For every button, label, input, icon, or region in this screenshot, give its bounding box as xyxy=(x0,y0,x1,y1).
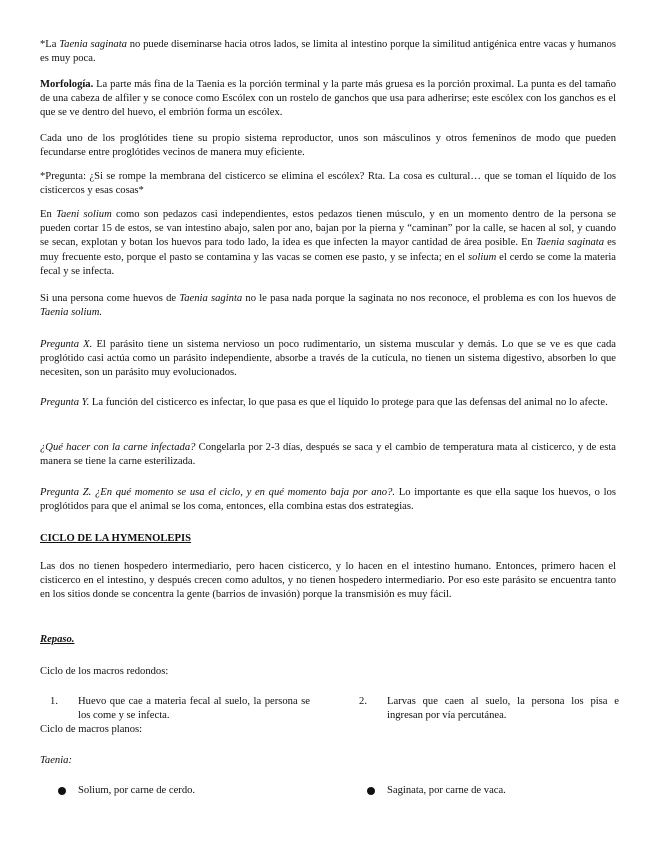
species-name: Taenia saginta xyxy=(179,293,243,304)
species-name: Taenia saginata xyxy=(535,237,605,249)
ciclo-redondos-label: Ciclo de los macros redondos: xyxy=(40,666,169,677)
pregunta-x-label: Pregunta X. xyxy=(40,339,93,350)
paragraph-pregunta-x xyxy=(40,338,616,381)
text: *La xyxy=(40,39,60,50)
bullet-icon xyxy=(367,787,375,795)
paragraph-huevos xyxy=(40,292,616,320)
text: Lo importante es que ella saque los huevos, o los proglótidos para que el animal se los coma, entonces, ella combina estas dos estrategias. xyxy=(40,487,616,513)
paragraph-morfologia xyxy=(40,78,616,121)
text: el cerdo se come la materia fecal y se infecta. xyxy=(40,251,616,277)
text: como son pedazos casi independientes, estos pedazos tienen músculo, y en un momento dentro de la persona se pueden cortar 15 de estos, se van intestino abajo, salen por ano, bajan por la pierna y “caminan” por la calle, se hacen al sol, y cuando se secan, explotan y botan los huevos para todo lado, la idea es que infecten la mayor cantidad de área posible. En xyxy=(40,209,617,249)
ciclo-planos-label: Ciclo de macros planos: xyxy=(40,724,143,735)
carne-infectada-question: ¿Qué hacer con la carne infectada? xyxy=(40,442,196,453)
paragraph-proglotides: Cada uno de los proglótides tiene su propio sistema reproductor, unos son másculinos y otros femeninos de modo que pueden fecundarse entre proglótides vecinos de manera muy eficiente. xyxy=(40,133,616,159)
taenia-label: Taenia: xyxy=(40,755,72,766)
list-number: 2. xyxy=(359,696,367,707)
pregunta-y-label: Pregunta Y. xyxy=(40,397,90,408)
bullet-icon xyxy=(58,787,66,795)
section-heading-hymenolepis: CICLO DE LA HYMENOLEPIS xyxy=(40,533,191,544)
paragraph-pregunta-z xyxy=(40,486,616,514)
text: Si una persona come huevos de xyxy=(40,293,180,304)
paragraph-hymenolepis: Las dos no tienen hospedero intermediario, pero hacen cisticerco, y lo hacen en el intestino humano. Entonces, primero hacen el cisticerco en el intestino, y después crecen como adultos, y no tienen hospedero intermediario. Por eso este parásito se encuentra tanto en los sitios donde se concentra la gente (barrios de invasión) porque la transmisión es muy fácil. xyxy=(40,561,616,601)
text: es muy frecuente esto, porque el pasto se contamina y las vacas se comen ese pasto, y se infecta; en el xyxy=(40,237,616,263)
text: El parásito tiene un sistema nervioso un poco rudimentario, un sistema muscular y demás. Lo que se ve es que cada proglótido casi actúa como un parásito independiente, absorbe a través de la cutícula, no tienen un sistema digestivo, absorben lo que necesiten, son un parásito muy evolucionados. xyxy=(40,339,616,379)
species-name: Taeni solium xyxy=(56,209,112,220)
list-item-text: Saginata, por carne de vaca. xyxy=(387,785,506,796)
paragraph-taenia-solium xyxy=(40,208,616,279)
list-item-text: Huevo que cae a materia fecal al suelo, la persona se los come y se infecta. xyxy=(78,696,310,722)
species-name: Taenia solium. xyxy=(40,307,103,319)
species-name: solium xyxy=(468,251,497,263)
list-number: 1. xyxy=(50,696,58,707)
text: Congelarla por 2-3 días, después se saca y el cambio de temperatura mata al cisticerco, y de esta manera se tiene la carne esterilizada. xyxy=(40,442,617,468)
text: no le pasa nada porque la saginata no nos reconoce, el problema es con los huevos de xyxy=(242,293,617,304)
paragraph-pregunta-y xyxy=(40,396,616,410)
species-name: Taenia saginata xyxy=(59,39,127,50)
list-item-text: Solium, por carne de cerdo. xyxy=(78,785,196,796)
paragraph-pregunta-membrana: *Pregunta: ¿Si se rompe la membrana del cisticerco se elimina el escólex? Rta. La cosa es cultural… que se toman el líquido de los cisticercos y esas cosas* xyxy=(40,171,616,197)
morfologia-label: Morfología. xyxy=(40,79,94,90)
text: no puede diseminarse hacia otros lados, se limita al intestino porque la similitud antigénica entre vacas y humanos es muy poca. xyxy=(40,39,616,65)
paragraph-saginata-intro xyxy=(40,38,616,66)
pregunta-z-label: Pregunta Z. ¿En qué momento se usa el ciclo, y en qué momento baja por ano?. xyxy=(40,487,396,498)
text: La parte más fina de la Taenia es la porción terminal y la parte más gruesa es la porción proximal. La punta es del tamaño de una cabeza de alfiler y se conoce como Escólex con un rostelo de ganchos que usa para adherirse; este escólex con los ganchos es el que se ve dentro del huevo, el embrión forma un escólex. xyxy=(40,79,616,119)
paragraph-carne-infectada xyxy=(40,441,616,469)
list-item-text: Larvas que caen al suelo, la persona los pisa e ingresan por vía percutánea. xyxy=(387,696,619,722)
text: En xyxy=(40,209,57,220)
repaso-heading: Repaso. xyxy=(40,634,75,645)
text: La función del cisticerco es infectar, lo que pasa es que el líquido lo protege para que las defensas del animal no lo afecte. xyxy=(89,397,608,408)
